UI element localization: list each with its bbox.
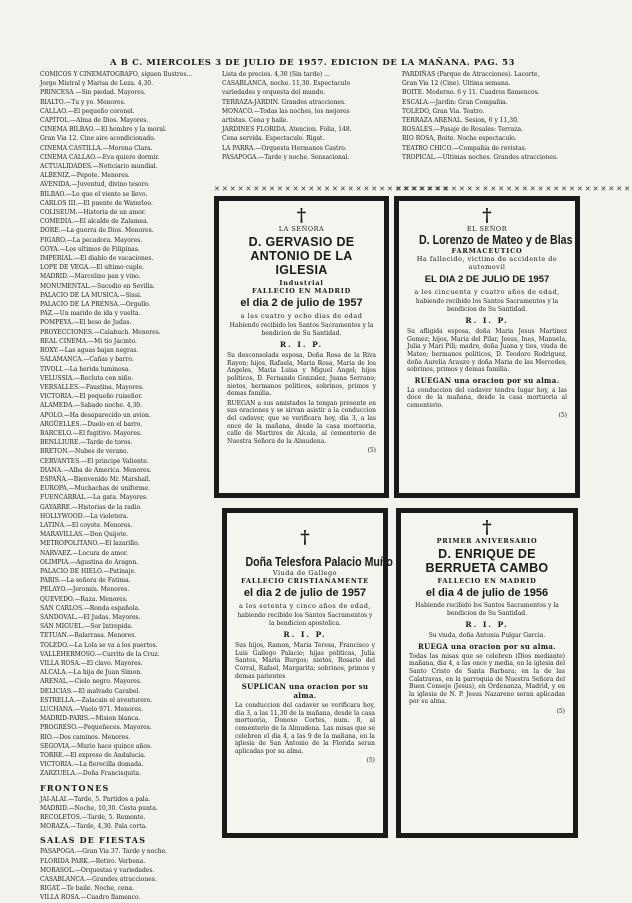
notice-tag: (5) [558,411,567,419]
listing-line: MONUMENTAL.—Sucedio en Sevilla. [40,282,155,290]
listing-line: RECOLETOS.—Tarde, 5. Remonte. [40,814,146,822]
listing-line: NARVAEZ.—Locura de amor. [40,549,128,557]
listing-block [40,70,208,779]
listing-line: TERRAZA ARENAL. Sesion, 6 y 11,30. [402,117,519,125]
family-list: Su desconsolada esposa, Doña Rosa de la Riva Rayon; hijos, Rafaela, Maria Rosa, Maria de los Angeles, Maria Luisa y Miguel Angel; hijos politicos, D. Fernando Gonzalez, Juana Serrano; nietos, hermanos politicos, sobrinos, primos y demas familia. [227,352,376,398]
listing-line: METROPOLITANO.—El lazarillo. [40,540,140,548]
decorative-border: ✕✕✕✕✕✕✕✕✕✕✕✕✕✕✕✕✕✕✕✕✕✕✕✕✕✕✕✕✕✕ [396,185,632,193]
listing-line: variedades y orquesta del mundo. [222,89,325,97]
listing-line: CINEMA CALLAO.—Eva quiere dormir. [40,153,160,161]
deceased-title: FARMACEUTICO [451,247,523,255]
notice-tag: (5) [367,447,376,455]
listing-line: TETUAN.—Balarrasa. Menores. [40,632,137,640]
listing-line: PARIS.—La señora de Fatima. [40,577,131,585]
age-line: a los setenta y cinco años de edad, [238,602,372,610]
rip-mark: R. I. P. [465,620,509,630]
prayer-request: SUPLICAN una oracion por su alma. [241,682,369,701]
listing-line: PASAPOGA.—Tarde y noche. Sensacional. [222,153,350,161]
death-date: el dia 4 de julio de 1956 [425,587,549,599]
listing-line: CINEMA CASTILLA.—Morena Clara. [40,144,153,152]
listing-line: Jorge Mistral y Marisa de Leza. 4,30. [40,80,154,88]
listing-line: PALACIO DE HIELO.—Patinaje. [40,567,136,575]
listing-line: MADRID-PARIS.—Mision blanca. [40,715,141,723]
listing-line: GAYARRE.—Historias de la radio. [40,503,142,511]
notice-tag: (5) [366,757,375,765]
listing-line: VICTORIA.—La fierecilla domada. [40,761,144,769]
notice-tag: (5) [556,707,565,715]
listing-line: PROYECCIONES.—Calabuch. Menores. [40,328,161,336]
prayer-request: RUEGA una oracion por su alma. [418,641,556,651]
death-place: FALLECIO EN MADRID [251,287,352,295]
obituary-lorenzo [394,196,580,498]
listing-line: Gran Via 12 (Cine). Ultima semana. [402,80,511,88]
cross-icon: † [296,205,307,226]
listing-line: FLORIDA PARK.—Retiro. Verbena. [40,857,146,865]
listing-line: SALAMANCA.—Cañas y barro. [40,356,134,364]
listing-line: BENLLIURE.—Tarde de toros. [40,439,133,447]
listing-line: PRINCESA —Sin piedad. Mayores. [40,89,146,97]
listing-line: PAZ.—Un marido de ida y vuelta. [40,310,141,318]
listing-line: CARLOS III.—El puente de Waterloo. [40,199,153,207]
frontones-listing [40,795,208,832]
notice-intro: EL SEÑOR [466,225,508,233]
cross-icon: † [300,527,310,548]
listing-line: CINEMA BILBAO.—El hombre y la moral. [40,126,167,134]
listing-line: DELICIAS.—El malvado Carabel. [40,687,141,695]
listing-line: CAPITOL.—Alma de Dios. Mayores. [40,117,149,125]
family-list: Su afligida esposa, doña Maria Jesus Martinez Gomez; hijos, Maria del Pilar, Jesus, Ines, Manuela, Julia y Mari Pili; madre, doña Juana y tios, viuda de Mateo; hermanos politicos, D. Teodoro Rodriguez, doña Aurelia Arauzo y doña Maria de las Mercedes, sobrinos, primos y demas familia. [407,328,567,374]
rip-mark: R. I. P. [283,630,327,640]
listing-line: APOLO.—Ha desaparecido un avion. [40,411,151,419]
listing-block [222,70,394,162]
rites-line: Habiendo recibido los Santos Sacramentos y la bendicion de Su Santidad. [415,602,559,617]
left-column-listings [40,70,208,902]
funeral-note: La conduccion del cadaver se verificara hoy, dia 3, a las 11,30 de la mañana, desde la casa mortuoria, Donoso Cortes, num. 8, al cementerio de la Almudena. Las misas que se celebren el dia 4, a las 9 de la mañana, en la iglesia de San Antonio de la Florida seran aplicadas por su alma. [235,702,375,755]
listing-line: ROXY.—Las aguas bajan negras. [40,347,139,355]
notice-intro: LA SEÑORA [278,225,325,233]
listing-line: TROPICAL.—Ultimas noches. Grandes atracciones. [402,153,558,161]
listing-line: MORAZA.—Tarde, 4,30. Pala corta. [40,823,148,831]
family-list: Sus hijos, Ramon, Maria Teresa, Francisco y Luis Gallego Palacio; hijas politicas, Julia Santos, Maria Burgos; nietos, Rosario del Corral, Rafael, Margarita; sobrinos, primos y demas parientes [235,642,375,680]
page-header: A B C. MIERCOLES 3 DE JULIO DE 1957. EDICION DE LA MAÑANA. PAG. 53 [110,58,516,68]
listing-line: COLISEUM.—Historia de un amor. [40,209,146,217]
listing-line: RIGAT.—Te baile. Noche, cena. [40,885,135,893]
listing-line: ARGÜELLES.—Duelo en el barro. [40,420,143,428]
listing-line: AVENIDA.—Juventud, divino tesoro. [40,181,150,189]
death-date: el dia 2 de julio de 1957 [243,587,367,599]
funeral-request: RUEGAN a sus amistades la tengan presente en sus oraciones y se sirvan asistir a la conduccion del cadaver, que se verificara hoy, dia 3, a las once de la mañana, desde la casa mortuoria, calle de Martires de Alcala, al cementerio de Nuestra Señora de la Almudena. [227,399,376,445]
listing-line: RIALTO.—Tu y yo. Menores. [40,98,126,106]
death-place: FALLECIO EN MADRID [437,577,537,585]
listing-line: JARDINES FLORIDA. Atencion. Folia, 148. [222,126,352,134]
death-date: el dia 2 de julio de 1957 [240,297,363,309]
listing-line: OLIMPIA.—Agustina de Aragon. [40,558,139,566]
notice-intro: PRIMER ANIVERSARIO [436,537,538,545]
listing-line: PARDIÑAS (Parque de Atracciones). Lacorte, [402,71,540,78]
section-salas-heading: SALAS DE FIESTAS [40,835,147,846]
listing-line: VILLA ROSA.—Cuadro flamenco. [40,894,141,902]
listing-line: VERSALLES.—Faustina. Mayores. [40,383,144,391]
listing-line: ACTUALIDADES.—Noticiario mundial. [40,163,158,171]
rip-mark: R. I. P. [465,316,509,326]
listing-line: LUCHANA.—Vuelo 971. Menores. [40,706,144,714]
cross-icon: † [482,205,492,226]
obituary-gervasio [214,196,389,498]
listing-line: ARENAL.—Cielo negro. Mayores. [40,678,142,686]
decorative-border: ✕✕✕✕✕✕✕✕✕✕✕✕✕✕✕✕✕✕✕✕✕✕✕✕✕✕✕✕✕✕ [214,185,450,193]
listing-line: HOLLYWOOD.—La violetera. [40,512,129,520]
listing-line: QUEVEDO.—Raza. Menores. [40,595,128,603]
listing-line: TOLEDO, Gran Via. Teatro. [402,107,485,115]
listing-line: ESPAÑA.—Bienvenido Mr. Marshall. [40,475,151,483]
listing-line: VELUSSIA.—Recluta con niño. [40,374,134,382]
listing-line: MONACO.—Todas las noches, los mejores [222,107,350,115]
listing-line: Gran Via 12. Cine aire acondicionado. [40,135,156,143]
listing-line: BARCELO.—El fugitivo. Mayores. [40,429,142,437]
rites-line: Habiendo recibido los Santos Sacramentos y la bendicion de Su Santidad. [229,322,374,337]
listing-line: CASABLANCA.—Grandes atracciones. [40,876,157,884]
listing-line: TERRAZA-JARDIN. Grandes atracciones. [222,98,346,106]
listing-line: BOITE. Moderno. 6 y 11. Cuadros flamencos. [402,89,540,97]
prayer-request: RUEGAN una oracion por su alma. [414,375,560,385]
listing-line: ESCALA.—Jardin: Gran Compañia. [402,98,508,106]
listing-line: DORE.—La guerra de Dios. Menores. [40,227,154,235]
listing-line: FIGARO.—La pecadora. Mayores. [40,236,143,244]
cross-icon: † [482,517,492,538]
listing-line: ALAMEDA.—Sabado noche. 4,30. [40,402,143,410]
family-list: Su viuda, doña Antonia Pulgar Garcia. [428,632,546,640]
listing-line: SAN MIGUEL.—Sor Intrepida. [40,623,133,631]
listing-line: DIANA.—Alba de America. Menores. [40,466,152,474]
middle-top-listings [222,70,394,190]
death-place: FALLECIO CRISTIANAMENTE [240,577,369,585]
listing-line: COMICOS Y CINEMATOGRAFO, siguen Ilustres... [40,71,193,78]
listing-line: SAN CARLOS.—Ronda española. [40,604,140,612]
listing-line: MARAVILLAS.—Don Quijote. [40,531,129,539]
deceased-name: Doña Telesfora Palacio Muño [245,555,393,569]
listing-line: ALBENIZ.—Pepote. Menores. [40,172,130,180]
death-cause: Ha fallecido, victima de accidente de automovil [416,255,558,271]
listing-line: TEATRO CHICO.—Compañia de revistas. [402,144,527,152]
listing-line: PROGRESO.—Pequeñeces. Mayores. [40,724,152,732]
listing-line: LA PARRA.—Orquesta Hermanos Castro. [222,144,347,152]
listing-line: Lista de precios. 4,30 (Sin tarde) ... [222,71,330,78]
obituary-telesfora [222,508,393,838]
funeral-note: La conduccion del cadaver tendra lugar hoy, a las doce de la mañana, desde la casa mortuoria al cementerio. [407,386,567,409]
deceased-name: D. GERVASIO DE ANTONIO DE LA IGLESIA [248,235,355,277]
rites-line: habiendo recibido los Santos Sacramentos y la bendicion apostolica. [237,612,373,627]
listing-line: IMPERIAL.—El diablo de vacaciones. [40,255,154,263]
listing-line: VALLEHERMOSO.—Currito de la Cruz. [40,650,160,658]
obituary-enrique [396,508,578,838]
listing-line: REAL CINEMA.—Mi tio Jacinto. [40,337,137,345]
listing-line: RIO.—Dos caminos. Menores. [40,733,131,741]
listing-line: MADRID.—Noche, 10,30. Cesta punta. [40,804,158,812]
listing-line: Cena servida. Espectaculo. Rigat. [222,135,325,143]
listing-line: GOYA.—Los ultimos de Filipinas. [40,245,140,253]
listing-line: ZARZUELA.—Doña Francisquita. [40,770,141,778]
listing-line: SEGOVIA.—Murio hace quince años. [40,742,152,750]
listing-line: PALACIO DE LA PRENSA.—Orgullo. [40,301,151,309]
listing-line: COMEDIA.—El alcalde de Zalamea. [40,218,149,226]
listing-line: PALACIO DE LA MUSICA.—Sissi. [40,291,142,299]
age-line: a las cuatro y ocho dias de edad [240,312,363,320]
right-top-listings [402,70,580,190]
listing-line: CALLAO.—El pequeño coronel. [40,107,135,115]
listing-line: VILLA ROSA.—El clavo. Mayores. [40,660,143,667]
listing-line: PELAYO.—Jeromin. Menores. [40,586,130,594]
section-frontones-heading: FRONTONES [40,782,110,793]
deceased-title: Viuda de Gallego [272,569,338,577]
rites-line: habiendo recibido los Santos Sacramentos y la bendicion de Su Santidad. [415,298,559,313]
listing-line: MADRID.—Marcelino pan y vino. [40,273,141,281]
listing-line: VICTORIA.—El pequeño ruiseñor. [40,393,143,401]
age-line: a los cincuenta y cuatro años de edad, [414,288,560,296]
listing-line: TORRE.—El expreso de Andalucia. [40,752,146,760]
funeral-note: Todas las misas que se celebren (Dios mediante) mañana, dia 4, a las once y media, en la iglesia del Santo Cristo de Santa Barbara; en la de las Calatravas, en la parroquia de Nuestra Señora del Buen Consejo (Jesus), en Ordenanza, Madrid, y en la iglesia de N. P. Jesus Nazareno seran aplicadas por su alma. [409,652,565,706]
listing-line: TOLEDO.—La Lola se va a los puertos. [40,641,158,649]
listing-line: FUENCARRAL.—La gata. Mayores. [40,494,148,502]
deceased-title: Industrial [279,279,324,287]
listing-line: CASABLANCA, noche. 11,30. Espectaculo [222,80,351,88]
listing-line: ALCALA.—La hija de Juan Simon. [40,669,143,677]
listing-line: BILBAO.—Lo que el viento se llevo. [40,190,148,198]
listing-line: JAI-ALAI.—Tarde, 5. Partidos a pala. [40,795,151,803]
deceased-name: D. Lorenzo de Mateo y de Blas [419,233,573,247]
listing-line: EUROPA.—Muchachas de uniforme. [40,485,150,493]
listing-line: MORASOL.—Orquestas y variedades. [40,866,155,874]
listing-line: CERVANTES.—El principe Valiente. [40,457,149,465]
listing-line: ROSALES.—Pasaje de Rosales: Terraza. [402,126,523,134]
listing-line: artistas. Cena y baile. [222,117,289,125]
listing-line: SANDOVAL.—El Judas. Mayores. [40,613,141,621]
listing-line: BRETON.—Nubes de verano. [40,448,129,456]
rip-mark: R. I. P. [279,340,324,350]
listing-line: POMPEYA.—El beso de Judas. [40,319,132,327]
death-date: EL DIA 2 DE JULIO DE 1957 [424,274,550,285]
listing-line: PASAPOGA.—Gran Via 37. Tarde y noche. [40,848,168,856]
salas-listing [40,847,208,902]
listing-line: LOPE DE VEGA.—El ultimo cuple. [40,264,145,272]
listing-line: RIO ROSA, Boite. Noche espectaculo. [402,135,517,143]
deceased-name: D. ENRIQUE DE BERRUETA CAMBO [425,547,549,575]
listing-line: ESTRELLA.—Zalacain el aventurero. [40,696,153,704]
listing-line: LATINA.—El coyote. Menores. [40,521,133,529]
listing-line: TIVOLI.—La herida luminosa. [40,365,131,373]
listing-block [402,70,580,162]
